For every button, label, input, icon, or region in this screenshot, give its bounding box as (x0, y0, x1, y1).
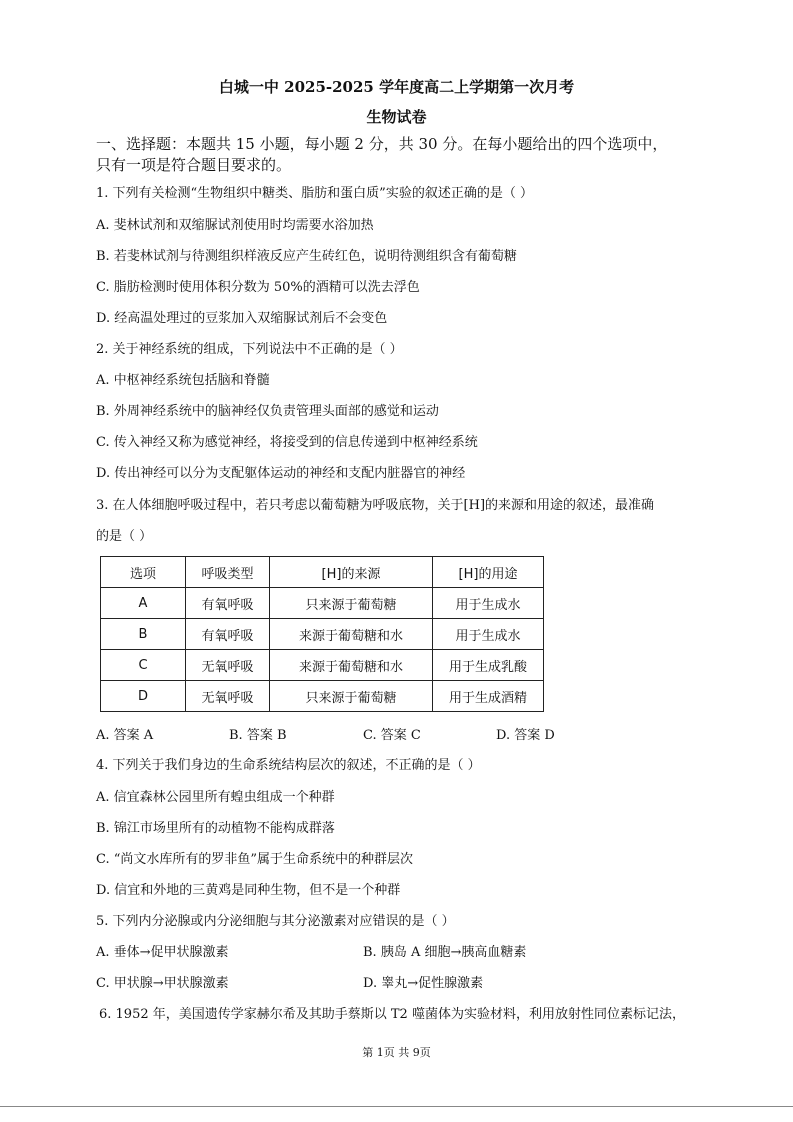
table-cell: 无氧呼吸 (186, 681, 270, 712)
table-row (101, 588, 544, 619)
table-row (101, 619, 544, 650)
question-3-option-b: B. 答案 B (229, 728, 287, 743)
page-title: 白城一中 2025-2025 学年度高二上学期第一次月考 (218, 78, 575, 96)
question-1-option-d: D. 经高温处理过的豆浆加入双缩脲试剂后不会变色 (96, 311, 388, 326)
question-3-stem-line2: 的是（ ） (96, 529, 153, 544)
question-3-option-c: C. 答案 C (363, 728, 421, 743)
table-header-cell: [H]的用途 (433, 557, 544, 588)
table-cell: 有氧呼吸 (186, 588, 270, 619)
table-cell: 来源于葡萄糖和水 (270, 650, 433, 681)
table-cell: 用于生成乳酸 (433, 650, 544, 681)
question-4-option-c: C. “尚文水库所有的罗非鱼”属于生命系统中的种群层次 (96, 852, 414, 867)
question-1-option-a: A. 斐林试剂和双缩脲试剂使用时均需要水浴加热 (96, 218, 374, 233)
question-5-option-d: D. 睾丸→促性腺激素 (363, 976, 484, 991)
table-cell: 有氧呼吸 (186, 619, 270, 650)
question-3-stem-line1: 3. 在人体细胞呼吸过程中，若只考虑以葡萄糖为呼吸底物，关于[H]的来源和用途的叙述，最准确 (96, 498, 655, 513)
bottom-divider (0, 1106, 793, 1107)
table-header-cell: 呼吸类型 (186, 557, 270, 588)
section-instruction-line2: 只有一项是符合题目要求的。 (96, 156, 292, 174)
table-row (101, 681, 544, 712)
question-3-option-a: A. 答案 A (96, 728, 154, 743)
table-header-cell: 选项 (101, 557, 186, 588)
question-4-option-b: B. 锦江市场里所有的动植物不能构成群落 (96, 821, 335, 836)
question-1-stem: 1. 下列有关检测“生物组织中糖类、脂肪和蛋白质”实验的叙述正确的是（ ） (96, 186, 533, 201)
question-2-stem: 2. 关于神经系统的组成，下列说法中不正确的是（ ） (96, 342, 403, 357)
question-5-option-a: A. 垂体→促甲状腺激素 (96, 945, 229, 960)
table-cell: 只来源于葡萄糖 (270, 588, 433, 619)
table-cell: 用于生成水 (433, 588, 544, 619)
question-2-option-b: B. 外周神经系统中的脑神经仅负责管理头面部的感觉和运动 (96, 404, 439, 419)
question-2-option-c: C. 传入神经又称为感觉神经，将接受到的信息传递到中枢神经系统 (96, 435, 478, 450)
question-4-stem: 4. 下列关于我们身边的生命系统结构层次的叙述，不正确的是（ ） (96, 758, 481, 773)
table-cell: 无氧呼吸 (186, 650, 270, 681)
question-5-option-c: C. 甲状腺→甲状腺激素 (96, 976, 229, 991)
table-cell: 只来源于葡萄糖 (270, 681, 433, 712)
question-5-stem: 5. 下列内分泌腺或内分泌细胞与其分泌激素对应错误的是（ ） (96, 914, 455, 929)
table-cell: 用于生成水 (433, 619, 544, 650)
table-cell: 来源于葡萄糖和水 (270, 619, 433, 650)
page-subtitle: 生物试卷 (366, 108, 427, 126)
question-3-option-d: D. 答案 D (496, 728, 555, 743)
table-header-cell: [H]的来源 (270, 557, 433, 588)
table-cell: D (101, 681, 186, 712)
question-3-table (100, 556, 544, 712)
page-number: 第 1页 共 9页 (362, 1046, 431, 1059)
question-1-option-b: B. 若斐林试剂与待测组织样液反应产生砖红色，说明待测组织含有葡萄糖 (96, 249, 517, 264)
table-cell: B (101, 619, 186, 650)
table-cell: 用于生成酒精 (433, 681, 544, 712)
question-4-option-a: A. 信宜森林公园里所有蝗虫组成一个种群 (96, 790, 335, 805)
question-5-option-b: B. 胰岛 A 细胞→胰高血糖素 (363, 945, 527, 960)
question-4-option-d: D. 信宜和外地的三黄鸡是同种生物，但不是一个种群 (96, 883, 401, 898)
table-header-row (101, 557, 544, 588)
section-instruction-line1: 一、选择题：本题共 15 小题，每小题 2 分，共 30 分。在每小题给出的四个选项中， (96, 135, 668, 153)
question-2-option-d: D. 传出神经可以分为支配躯体运动的神经和支配内脏器官的神经 (96, 466, 466, 481)
question-1-option-c: C. 脂肪检测时使用体积分数为 50%的酒精可以洗去浮色 (96, 280, 420, 295)
question-2-option-a: A. 中枢神经系统包括脑和脊髓 (96, 373, 270, 388)
table-cell: C (101, 650, 186, 681)
question-6-stem: 6. 1952 年，美国遗传学家赫尔希及其助手蔡斯以 T2 噬菌体为实验材料，利用放射性同位素标记法， (99, 1007, 685, 1022)
table-row (101, 650, 544, 681)
table-cell: A (101, 588, 186, 619)
